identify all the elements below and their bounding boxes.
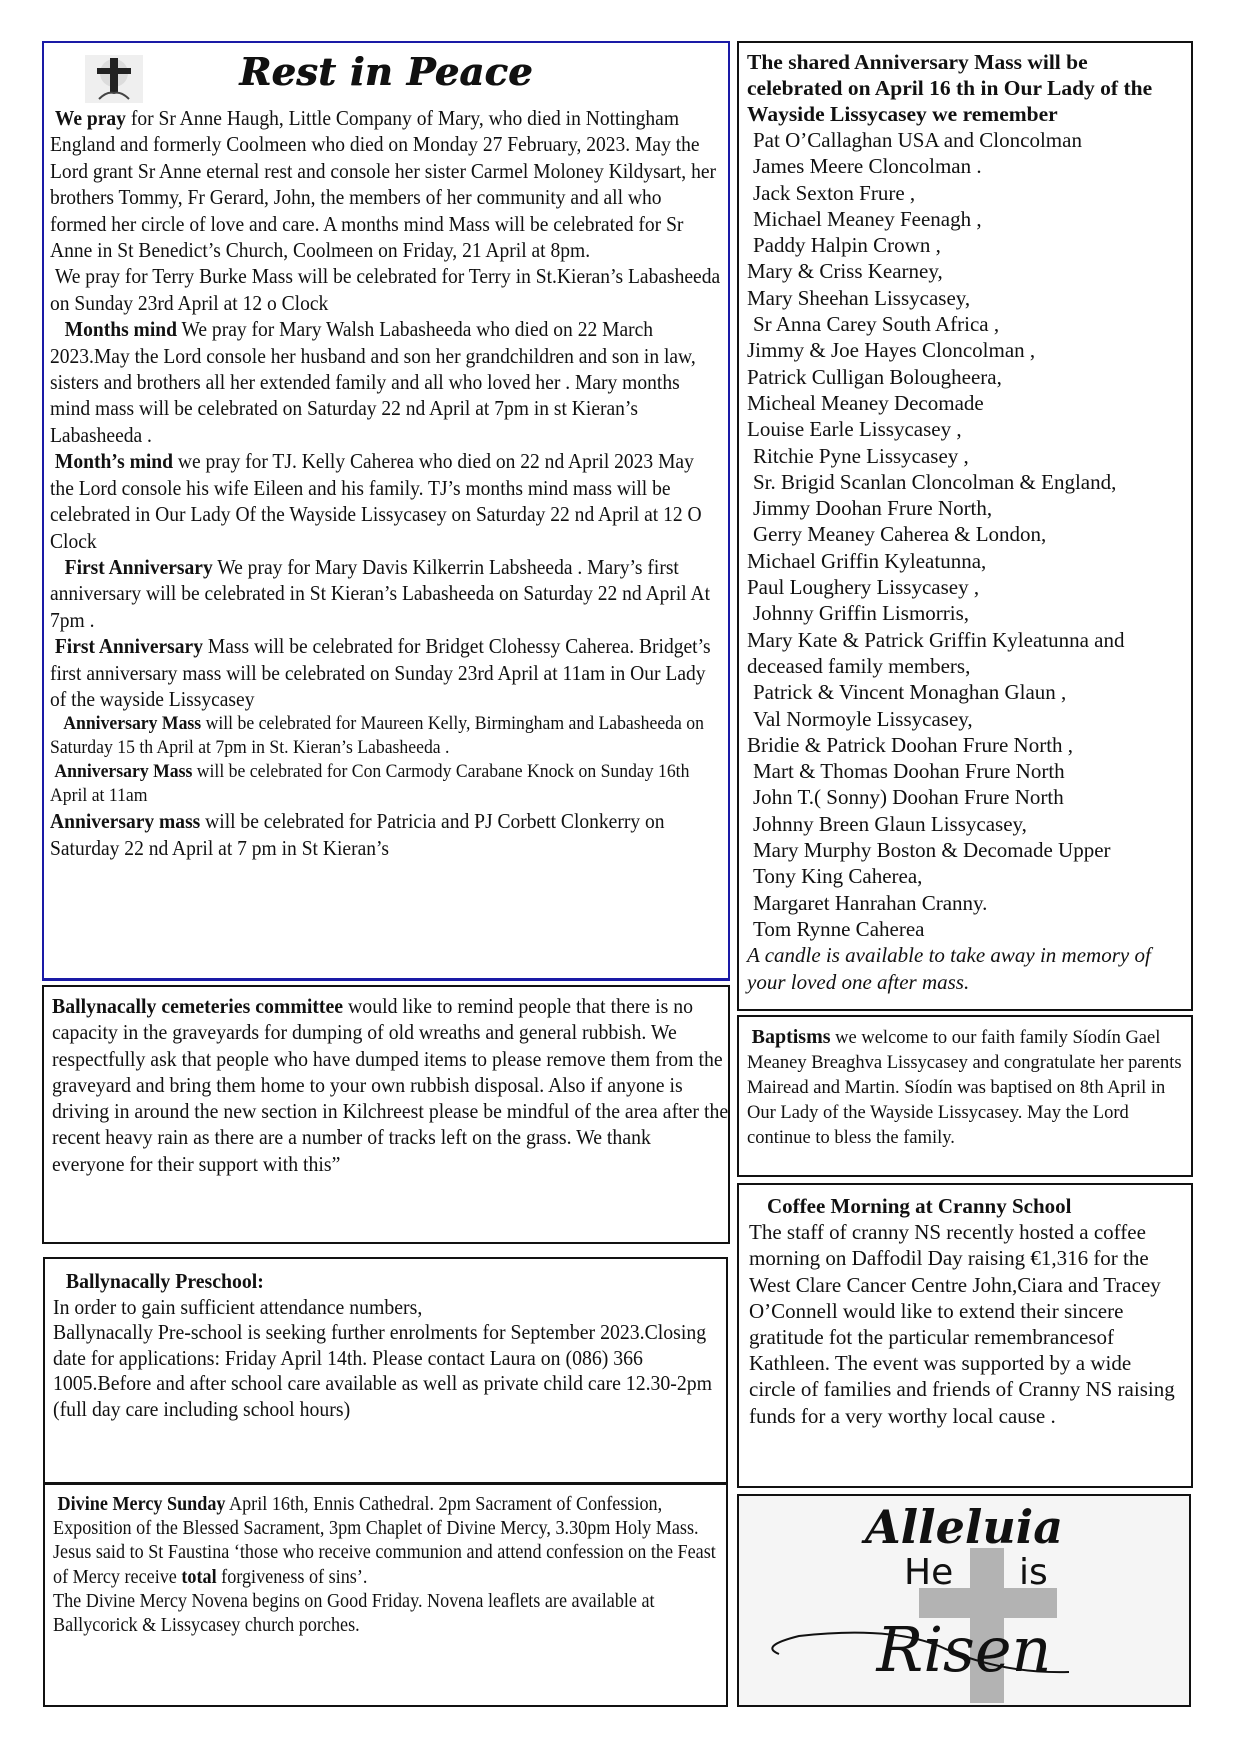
remembered-name: Mary Kate & Patrick Griffin Kyleatunna and deceased family members, (747, 627, 1125, 678)
notice-paragraph: Anniversary Mass will be celebrated for Con Carmody Carabane Knock on Sunday 16th April at 11am (50, 761, 690, 807)
remembered-name: Paul Loughery Lissycasey , (747, 575, 980, 600)
remembered-name: Sr Anna Carey South Africa , (753, 312, 1000, 337)
cemeteries-text: Ballynacally cemeteries committee would like to remind people that there is no capacity in the graveyards for dumping of old wreaths and general rubbish. We respectfully ask that people who have dumped items to please remove them from the graveyard and bring them home to your own rubbish disposal. Also if anyone is driving in around the new section in Kilchreest please be mindful of the area after the recent heavy rain as there are a number of tracks left on the grass. We thank everyone for their support with this” (52, 994, 729, 1176)
notice-paragraph: First Anniversary Mass will be celebrated for Bridget Clohessy Caherea. Bridget’s first anniversary mass will be celebrated on Sunday 23rd April at 11am in Our Lady of the wayside Lissycasey (50, 634, 711, 711)
remembered-name: Michael Griffin Kyleatunna, (747, 548, 987, 573)
remembered-name: Mary & Criss Kearney, (747, 259, 943, 284)
cemeteries-box (42, 985, 730, 1244)
remembered-name: Mary Sheehan Lissycasey, (747, 285, 971, 310)
shared-anniversary-heading: The shared Anniversary Mass will be celebrated on April 16 th in Our Lady of the Wayside Lissycasey we remember (747, 50, 1153, 126)
baptisms-text: Baptisms we welcome to our faith family Síodín Gael Meaney Breaghva Lissycasey and congratulate her parents Mairead and Martin. Síodín was baptised on 8th April in Our Lady of the Wayside Lissycasey. May the Lord continue to bless the family. (747, 1026, 1182, 1148)
preschool-line: Ballynacally Pre-school is seeking further enrolments for September 2023.Closing date for applications: Friday April 14th. Please contact Laura on (086) 366 1005.Before and after school care available as well as private child care 12.30-2pm (full day care including school hours) (53, 1320, 713, 1421)
alleluia-graphic (739, 1496, 1189, 1705)
preschool-title: Ballynacally Preschool: (65, 1269, 264, 1293)
remembered-name: Jimmy & Joe Hayes Cloncolman , (747, 338, 1036, 363)
notice-paragraph: We pray for Sr Anne Haugh, Little Company of Mary, who died in Nottingham England and formerly Coolmeen who died on Monday 27 February, 2023. May the Lord grant Sr Anne eternal rest and console her sister Carmel Moloney Kildysart, her brothers Tommy, Fr Gerard, John, the members of her community and all who formed her circle of love and care. A months mind Mass will be celebrated for Sr Anne in St Benedict’s Church, Coolmeen on Friday, 21 April at 8pm. (50, 106, 717, 263)
preschool-box (43, 1257, 728, 1484)
coffee-morning-box (737, 1183, 1193, 1488)
remembered-name: Michael Meaney Feenagh , (753, 206, 982, 231)
remembered-name: Paddy Halpin Crown , (753, 233, 941, 258)
baptisms-box (737, 1015, 1193, 1177)
remembered-name: Ritchie Pyne Lissycasey , (753, 443, 969, 468)
remembered-name: Mary Murphy Boston & Decomade Upper (753, 838, 1111, 863)
remembered-name: Pat O’Callaghan USA and Cloncolman (753, 128, 1082, 152)
remembered-name: Patrick & Vincent Monaghan Glaun , (753, 680, 1067, 705)
notice-paragraph: Anniversary Mass will be celebrated for Maureen Kelly, Birmingham and Labasheeda on Saturday 15 th April at 7pm in St. Kieran’s Labasheeda . (50, 713, 704, 759)
remembered-name: Margaret Hanrahan Cranny. (753, 890, 988, 915)
remembered-name: James Meere Cloncolman . (753, 154, 982, 179)
remembered-name: Jimmy Doohan Frure North, (753, 496, 993, 521)
divine-mercy-text: Divine Mercy Sunday April 16th, Ennis Cathedral. 2pm Sacrament of Confession, Exposition of the Blessed Sacrament, 3pm Chaplet of Divine Mercy, 3.30pm Holy Mass. Jesus said to St Faustina ‘those who receive communion and attend confession on the Feast of Mercy receive total forgiveness of sins’. (53, 1494, 716, 1588)
notice-paragraph: First Anniversary We pray for Mary Davis Kilkerrin Labsheeda . Mary’s first anniversary will be celebrated in St Kieran’s Labasheeda on Saturday 22 nd April At 7pm . (50, 554, 711, 632)
notice-paragraph: Months mind We pray for Mary Walsh Labasheeda who died on 22 March 2023.May the Lord console her husband and son her grandchildren and son in law, sisters and brothers all her extended family and all who loved her . Mary months mind mass will be celebrated on Saturday 22 nd April at 7pm in st Kieran’s Labasheeda . (50, 317, 696, 447)
remembered-name: John T.( Sonny) Doohan Frure North (753, 785, 1064, 810)
preschool-body (53, 1269, 728, 1423)
coffee-morning-text: The staff of cranny NS recently hosted a coffee morning on Daffodil Day raising €1,316 for the West Clare Cancer Centre John,Ciara and Tracey O’Connell would like to extend their sincere gratitude fot the particular remembrancesof Kathleen. The event was supported by a wide circle of families and friends of Cranny NS raising funds for a very worthy local cause . (749, 1220, 1175, 1428)
is-text: is (1019, 1552, 1048, 1593)
remembered-name: Johnny Breen Glaun Lissycasey, (753, 811, 1027, 836)
remembered-name: Gerry Meaney Caherea & London, (753, 522, 1047, 547)
notice-paragraph: Month’s mind we pray for TJ. Kelly Caherea who died on 22 nd April 2023 May the Lord console his wife Eileen and his family. TJ’s months mind mass will be celebrated in Our Lady Of the Wayside Lissycasey on Saturday 22 nd April at 12 O Clock (50, 449, 702, 553)
remembered-name: Tony King Caherea, (753, 864, 923, 889)
novena-text: The Divine Mercy Novena begins on Good Friday. Novena leaflets are available at Ballycorick & Lissycasey church porches. (53, 1590, 655, 1637)
notice-paragraph: We pray for Terry Burke Mass will be celebrated for Terry in St.Kieran’s Labasheeda on Sunday 23rd April at 12 o Clock (50, 264, 721, 315)
rest-in-peace-box (42, 41, 730, 981)
remembered-name: Johnny Griffin Lismorris, (753, 601, 970, 626)
rest-in-peace-title: Rest in Peace (239, 49, 533, 94)
rest-in-peace-header (50, 47, 722, 105)
preschool-line: In order to gain sufficient attendance numbers, (53, 1294, 423, 1319)
shared-anniversary-box (737, 41, 1193, 1011)
cemeteries-body (52, 993, 728, 1177)
alleluia-he-is-risen-image (737, 1494, 1191, 1707)
divine-mercy-box (43, 1483, 728, 1707)
divine-mercy-body (53, 1493, 728, 1638)
remembered-name: Bridie & Patrick Doohan Frure North , (747, 732, 1074, 757)
remembered-name: Mart & Thomas Doohan Frure North (753, 759, 1065, 784)
risen-text: Risen (876, 1613, 1052, 1686)
remembered-name: Patrick Culligan Bolougheera, (747, 364, 1002, 389)
remembered-name: Val Normoyle Lissycasey, (753, 706, 973, 731)
remembered-name: Jack Sexton Frure , (753, 180, 916, 205)
candle-note: A candle is available to take away in memory of your loved one after mass. (747, 943, 1151, 994)
remembered-names-list (747, 127, 1183, 942)
coffee-morning-title: Coffee Morning at Cranny School (767, 1194, 1072, 1218)
he-text: He (904, 1552, 954, 1593)
remembered-name: Louise Earle Lissycasey , (747, 417, 962, 442)
remembered-name: Tom Rynne Caherea (753, 916, 925, 941)
notice-paragraph: Anniversary mass will be celebrated for Patricia and PJ Corbett Clonkerry on Saturday 22 nd April at 7 pm in St Kieran’s (50, 809, 665, 860)
rest-in-peace-body (50, 105, 721, 861)
remembered-name: Sr. Brigid Scanlan Cloncolman & England, (753, 469, 1117, 494)
alleluia-text: Alleluia (864, 1500, 1064, 1554)
remembered-name: Micheal Meaney Decomade (747, 390, 984, 415)
